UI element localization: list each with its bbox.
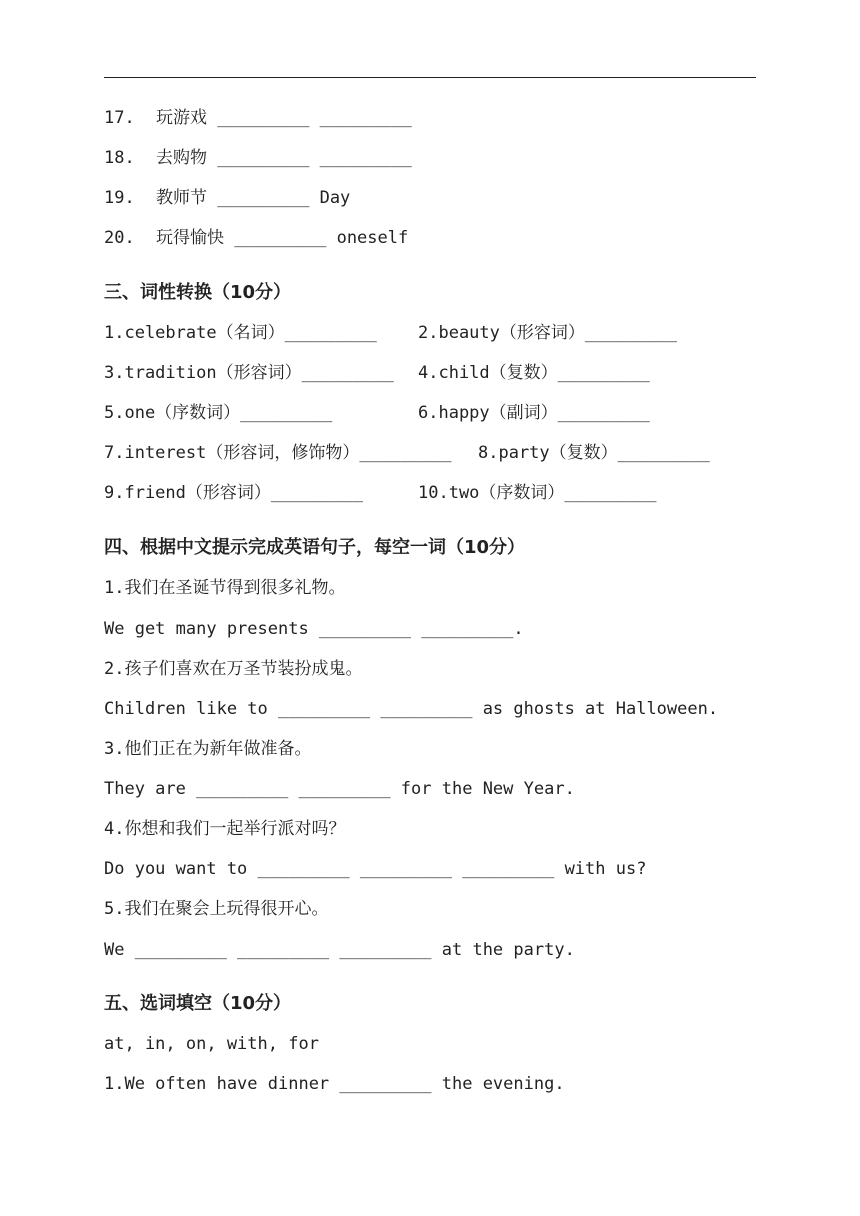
- conversion-item: 9.friend（形容词）_________: [104, 483, 363, 503]
- sentence-english: Do you want to _________ _________ _________ with us?: [104, 859, 647, 879]
- sentence-english: They are _________ _________ for the New Year.: [104, 779, 575, 799]
- conversion-item: 1.celebrate（名词）_________: [104, 323, 377, 343]
- sentence-chinese: 5.我们在聚会上玩得很开心。: [104, 899, 329, 919]
- conversion-item: 4.child（复数）_________: [418, 363, 650, 383]
- fill-blank-item: 1.We often have dinner _________ the evening.: [104, 1074, 565, 1094]
- phrase-item: 17. 玩游戏 _________ _________: [104, 108, 412, 128]
- header-rule: [104, 77, 756, 78]
- conversion-item: 8.party（复数）_________: [478, 443, 710, 463]
- sentence-chinese: 2.孩子们喜欢在万圣节装扮成鬼。: [104, 659, 363, 679]
- sentence-chinese: 4.你想和我们一起举行派对吗？: [104, 819, 346, 839]
- conversion-item: 6.happy（副词）_________: [418, 403, 650, 423]
- sentence-english: We _________ _________ _________ at the party.: [104, 940, 575, 960]
- sentence-english: We get many presents _________ _________.: [104, 619, 524, 639]
- conversion-item: 3.tradition（形容词）_________: [104, 363, 394, 383]
- sentence-chinese: 1.我们在圣诞节得到很多礼物。: [104, 578, 346, 598]
- conversion-item: 10.two（序数词）_________: [418, 483, 657, 503]
- section-5-title: 五、选词填空（10分）: [104, 993, 292, 1014]
- section-4-title: 四、根据中文提示完成英语句子，每空一词（10分）: [104, 537, 526, 558]
- phrase-item: 19. 教师节 _________ Day: [104, 188, 351, 208]
- word-bank: at, in, on, with, for: [104, 1034, 319, 1054]
- section-3-title: 三、词性转换（10分）: [104, 282, 292, 303]
- sentence-english: Children like to _________ _________ as ghosts at Halloween.: [104, 699, 719, 719]
- conversion-item: 2.beauty（形容词）_________: [418, 323, 677, 343]
- conversion-item: 5.one（序数词）_________: [104, 403, 333, 423]
- conversion-item: 7.interest（形容词，修饰物）_________: [104, 443, 452, 463]
- phrase-item: 20. 玩得愉快 _________ oneself: [104, 228, 409, 248]
- phrase-item: 18. 去购物 _________ _________: [104, 148, 412, 168]
- sentence-chinese: 3.他们正在为新年做准备。: [104, 739, 312, 759]
